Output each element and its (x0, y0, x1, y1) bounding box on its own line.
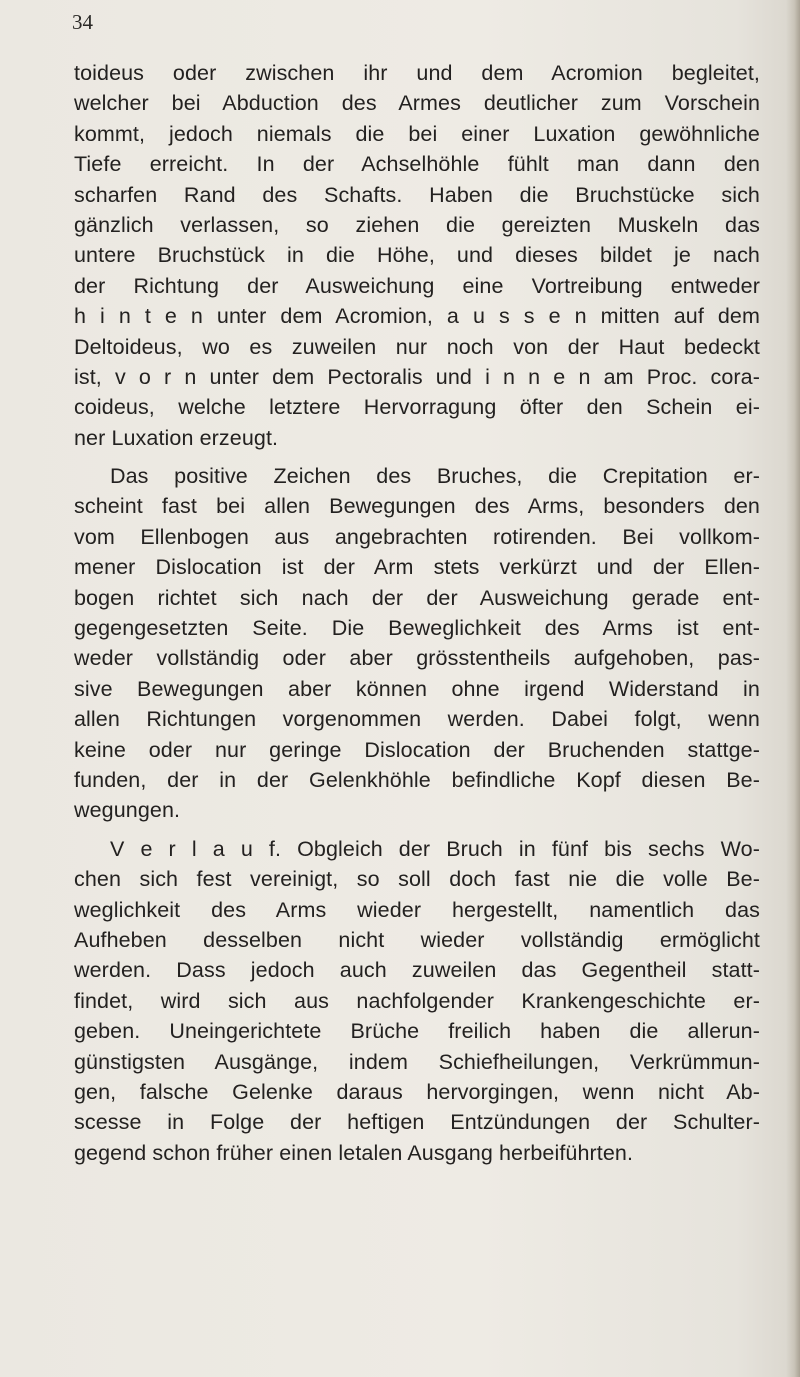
text-line: gänzlich verlassen, so ziehen die gereizten Muskeln das (74, 212, 760, 237)
text-line: allen Richtungen vorgenommen werden. Dabei folgt, wenn (74, 707, 760, 732)
page-edge-shadow (786, 0, 800, 1377)
text-line: ner Luxation erzeugt. (74, 425, 279, 450)
text-line: chen sich fest vereinigt, so soll doch fast nie die volle Be- (74, 867, 760, 892)
text-line: wegungen. (74, 798, 181, 823)
text-line: Aufheben desselben nicht wieder vollständig ermöglicht (74, 927, 760, 952)
text-line: keine oder nur geringe Dislocation der Bruchenden stattge- (74, 737, 760, 762)
text-line: Tiefe erreicht. In der Achselhöhle fühlt man dann den (74, 152, 760, 177)
text-line: günstigsten Ausgänge, indem Schiefheilungen, Verkrümmun- (74, 1049, 760, 1074)
paragraph (74, 834, 760, 1168)
text-line: scharfen Rand des Schafts. Haben die Bruchstücke sich (74, 182, 760, 207)
body-text (74, 58, 760, 1168)
text-line: der Richtung der Ausweichung eine Vortreibung entweder (74, 273, 760, 298)
paragraph-gap (74, 453, 760, 461)
text-line: coideus, welche letztere Hervorragung öfter den Schein ei- (74, 395, 760, 420)
text-line: h i n t e n unter dem Acromion, a u s s e n mitten auf dem (74, 304, 760, 329)
text-line: ist, v o r n unter dem Pectoralis und i n n e n am Proc. cora- (74, 364, 760, 389)
paragraph (74, 461, 760, 826)
text-line: gegend schon früher einen letalen Ausgang herbeiführten. (74, 1140, 634, 1165)
text-line: funden, der in der Gelenkhöhle befindliche Kopf diesen Be- (74, 767, 760, 792)
text-line: toideus oder zwischen ihr und dem Acromion begleitet, (74, 61, 760, 85)
text-line: untere Bruchstück in die Höhe, und dieses bildet je nach (74, 243, 760, 268)
text-line: V e r l a u f. Obgleich der Bruch in fünf bis sechs Wo- (110, 836, 760, 861)
text-line: sive Bewegungen aber können ohne irgend Widerstand in (74, 676, 760, 701)
text-line: Deltoideus, wo es zuweilen nur noch von der Haut bedeckt (74, 334, 760, 359)
text-line: weder vollständig oder aber grösstentheils aufgehoben, pas- (74, 646, 760, 671)
paragraph-gap (74, 826, 760, 834)
text-line: scesse in Folge der heftigen Entzündungen der Schulter- (74, 1110, 760, 1135)
text-line: welcher bei Abduction des Armes deutlicher zum Vorschein (74, 91, 760, 116)
text-line: scheint fast bei allen Bewegungen des Arms, besonders den (74, 494, 760, 519)
text-line: kommt, jedoch niemals die bei einer Luxation gewöhnliche (74, 121, 760, 146)
text-line: mener Dislocation ist der Arm stets verkürzt und der Ellen- (74, 555, 760, 580)
page-number: 34 (72, 10, 93, 34)
text-line: gen, falsche Gelenke daraus hervorgingen, wenn nicht Ab- (74, 1079, 760, 1104)
text-line: gegengesetzten Seite. Die Beweglichkeit des Arms ist ent- (74, 616, 760, 641)
text-line: geben. Uneingerichtete Brüche freilich haben die allerun- (74, 1019, 760, 1044)
text-line: findet, wird sich aus nachfolgender Krankengeschichte er- (74, 988, 760, 1013)
text-line: vom Ellenbogen aus angebrachten rotirenden. Bei vollkom- (74, 524, 760, 549)
text-line: Das positive Zeichen des Bruches, die Crepitation er- (110, 464, 760, 489)
text-line: weglichkeit des Arms wieder hergestellt, namentlich das (74, 897, 760, 922)
text-line: bogen richtet sich nach der der Ausweichung gerade ent- (74, 585, 760, 610)
text-line: werden. Dass jedoch auch zuweilen das Gegentheil statt- (74, 958, 760, 983)
paragraph (74, 58, 760, 453)
